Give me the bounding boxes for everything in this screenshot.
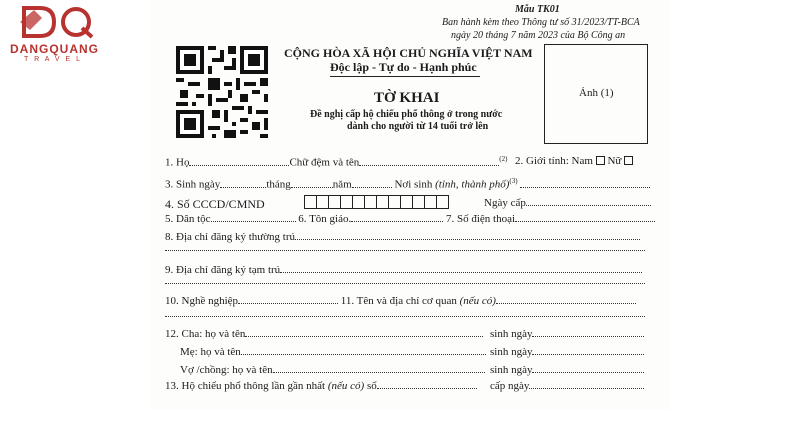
input-dob-year[interactable]: [352, 187, 392, 188]
input-me-dob[interactable]: [532, 354, 644, 355]
note-3: (3): [509, 177, 518, 185]
national-motto: Độc lập - Tự do - Hạnh phúc: [330, 60, 477, 74]
input-cha[interactable]: [245, 336, 483, 337]
me-dob: [490, 346, 644, 358]
label-cha: 12. Cha: họ và tên: [165, 328, 246, 340]
form-code: Mẫu TK01: [515, 4, 560, 15]
label-hochieu-note: (nếu có): [327, 380, 365, 392]
label-noisinh: Nơi sinh: [394, 178, 433, 191]
label-tongiao: 6. Tôn giáo.: [298, 213, 352, 225]
label-ten: Chữ đệm và tên: [289, 156, 360, 169]
input-thuongtru-line2[interactable]: [165, 250, 645, 251]
input-coquan[interactable]: [496, 303, 636, 304]
input-dantoc[interactable]: [211, 221, 296, 222]
input-noisinh[interactable]: [520, 187, 650, 188]
input-thuongtru[interactable]: [295, 239, 640, 240]
label-tamtru: 9. Địa chỉ đăng ký tạm trú: [165, 264, 281, 276]
input-tamtru[interactable]: [280, 272, 642, 273]
label-coquan-note: (nếu có): [459, 295, 496, 307]
input-tongiao[interactable]: [351, 221, 443, 222]
nation-title: CỘNG HÒA XÃ HỘI CHỦ NGHĨA VIỆT NAM: [284, 46, 533, 60]
hochieu-capngay: [490, 380, 644, 392]
input-ho[interactable]: [189, 165, 289, 166]
input-dob-day[interactable]: [220, 187, 266, 188]
label-coquan: 11. Tên và địa chỉ cơ quan: [340, 295, 457, 307]
input-tamtru-line2[interactable]: [165, 283, 645, 284]
label-noisinh-note: (tỉnh, thành phố): [435, 178, 510, 191]
form-title: TỜ KHAI: [374, 90, 440, 106]
label-cccd: 4. Số CCCD/CMND: [165, 197, 265, 211]
row-5: [165, 213, 655, 225]
vo-dob: [490, 364, 644, 376]
row-1: [165, 155, 507, 169]
row-10: [165, 295, 636, 307]
brand-tagline: T R A V E L: [24, 56, 83, 63]
label-nu: Nữ: [607, 155, 622, 167]
form-subtitle-2: dành cho người từ 14 tuổi trở lên: [347, 121, 489, 132]
brand-logo: [10, 4, 120, 66]
motto-underline: [330, 76, 480, 77]
input-dob-month[interactable]: [291, 187, 333, 188]
input-nghe[interactable]: [238, 303, 338, 304]
row-13: [165, 380, 477, 392]
label-dob: 3. Sinh ngày: [165, 178, 221, 191]
label-hochieu: 13. Hộ chiếu phổ thông lần gần nhất: [165, 380, 326, 392]
form-page: [150, 0, 670, 410]
input-cha-dob[interactable]: [532, 336, 644, 337]
brand-name: DANGQUANG: [10, 42, 99, 56]
brand-mark-icon: [16, 4, 116, 40]
input-hochieu-so[interactable]: [377, 388, 477, 389]
label-ngaycap: Ngày cấp: [484, 197, 526, 209]
label-thang: tháng: [266, 178, 291, 191]
label-sinhngay-cha: sinh ngày: [490, 328, 533, 340]
checkbox-nu[interactable]: [624, 156, 633, 165]
row-3: [165, 177, 650, 191]
input-coquan-line2[interactable]: [165, 316, 645, 317]
label-me: Mẹ: họ và tên: [180, 346, 241, 358]
ngaycap-field: [484, 197, 651, 209]
label-sdt: 7. Số điện thoại: [445, 213, 516, 225]
row-12-cha: [165, 328, 483, 340]
gender-field: [515, 155, 633, 167]
label-vo: Vợ /chồng: họ và tên: [180, 364, 273, 376]
label-ho: 1. Họ: [165, 156, 190, 169]
row-12-me: [180, 346, 486, 358]
input-vo[interactable]: [273, 372, 485, 373]
label-capngay: cấp ngày: [490, 380, 530, 392]
label-thuongtru: 8. Địa chỉ đăng ký thường trú: [165, 231, 296, 243]
form-subtitle-1: Đề nghị cấp hộ chiếu phổ thông ở trong nước: [310, 109, 503, 120]
label-nghe: 10. Nghề nghiệp: [165, 295, 239, 307]
checkbox-nam[interactable]: [596, 156, 605, 165]
label-sinhngay-vo: sinh ngày: [490, 364, 533, 376]
photo-label: Ảnh (1): [579, 87, 614, 99]
row-8: [165, 231, 640, 243]
label-sinhngay-me: sinh ngày: [490, 346, 533, 358]
input-ten[interactable]: [359, 165, 499, 166]
label-dantoc: 5. Dân tộc: [165, 213, 211, 225]
label-gender: 2. Giới tính: Nam: [515, 155, 593, 167]
decree-line-1: Ban hành kèm theo Thông tư số 31/2023/TT-BCA: [442, 17, 640, 28]
cha-dob: [490, 328, 644, 340]
label-nam: năm: [332, 178, 352, 191]
qr-code-icon: [176, 46, 268, 138]
note-2: (2): [499, 155, 508, 163]
label-hochieu-so: số: [366, 380, 377, 392]
row-9: [165, 264, 642, 276]
input-hochieu-capngay[interactable]: [529, 388, 644, 389]
cccd-cells[interactable]: [304, 195, 448, 214]
row-12-vo: [180, 364, 485, 376]
input-ngaycap[interactable]: [526, 205, 651, 206]
input-me[interactable]: [241, 354, 486, 355]
decree-line-2: ngày 20 tháng 7 năm 2023 của Bộ Công an: [451, 30, 626, 41]
input-sdt[interactable]: [515, 221, 655, 222]
input-vo-dob[interactable]: [532, 372, 644, 373]
